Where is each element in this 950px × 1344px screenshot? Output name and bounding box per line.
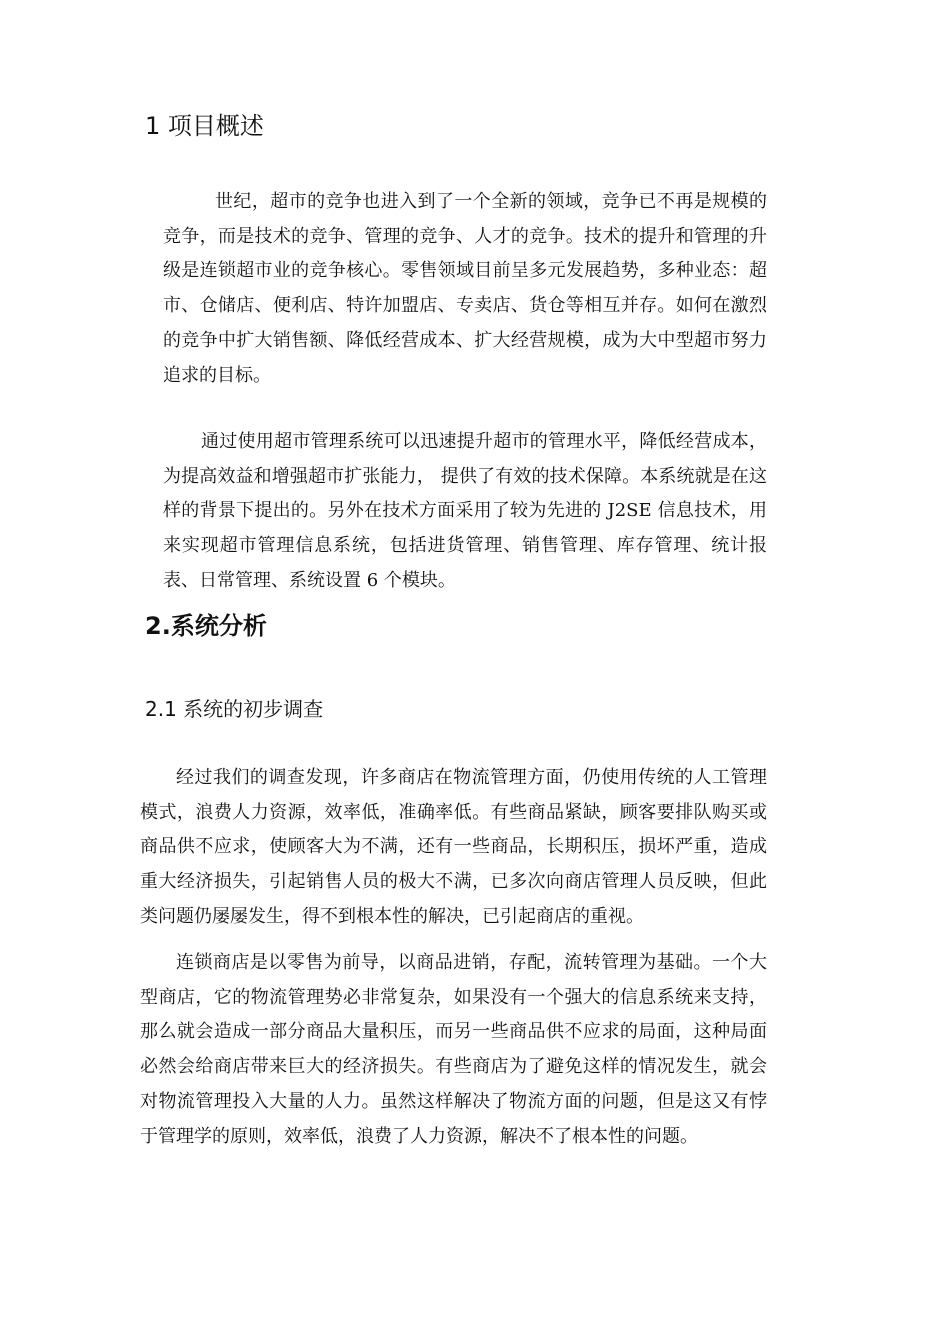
subsection-2-1-paragraph-1: 经过我们的调查发现，许多商店在物流管理方面，仍使用传统的人工管理模式，浪费人力资源，效率低，准确率低。有些商品紧缺，顾客要排队购买或商品供不应求，使顾客大为不满，还有一些商品，长期积压，损坏严重，造成重大经济损失，引起销售人员的极大不满，已多次向商店管理人员反映，但此类问题仍屡屡发生，得不到根本性的解决，已引起商店的重视。: [140, 767, 767, 927]
subsection-2-1-heading: 2.1 系统的初步调查: [145, 697, 324, 721]
section-2-heading: 2.系统分析: [145, 612, 267, 640]
section-1-heading: 1 项目概述: [145, 112, 264, 140]
section-1-paragraph-1: 世纪，超市的竞争也进入到了一个全新的领域，竞争已不再是规模的竞争，而是技术的竞争、管理的竞争、人才的竞争。技术的提升和管理的升级是连锁超市业的竞争核心。零售领域目前呈多元发展趋势，多种业态：超市、仓储店、便利店、特许加盟店、专卖店、货仓等相互并存。如何在激烈的竞争中扩大销售额、降低经营成本、扩大经营规模，成为大中型超市努力追求的目标。: [163, 191, 767, 386]
subsection-2-1-paragraph-2: 连锁商店是以零售为前导，以商品进销，存配，流转管理为基础。一个大型商店，它的物流管理势必非常复杂，如果没有一个强大的信息系统来支持，那么就会造成一部分商品大量积压，而另一些商品供不应求的局面，这种局面必然会给商店带来巨大的经济损失。有些商店为了避免这样的情况发生，就会对物流管理投入大量的人力。虽然这样解决了物流方面的问题，但是这又有悖于管理学的原则，效率低，浪费了人力资源，解决不了根本性的问题。: [140, 952, 767, 1147]
section-1-paragraph-2: 通过使用超市管理系统可以迅速提升超市的管理水平，降低经营成本， 为提高效益和增强超市扩张能力， 提供了有效的技术保障。本系统就是在这样的背景下提出的。另外在技术方面采用了较为先进的 J2SE 信息技术，用来实现超市管理信息系统，包括进货管理、销售管理、库存管理、统计报表、日常管理、系统设置 6 个模块。: [163, 431, 767, 591]
